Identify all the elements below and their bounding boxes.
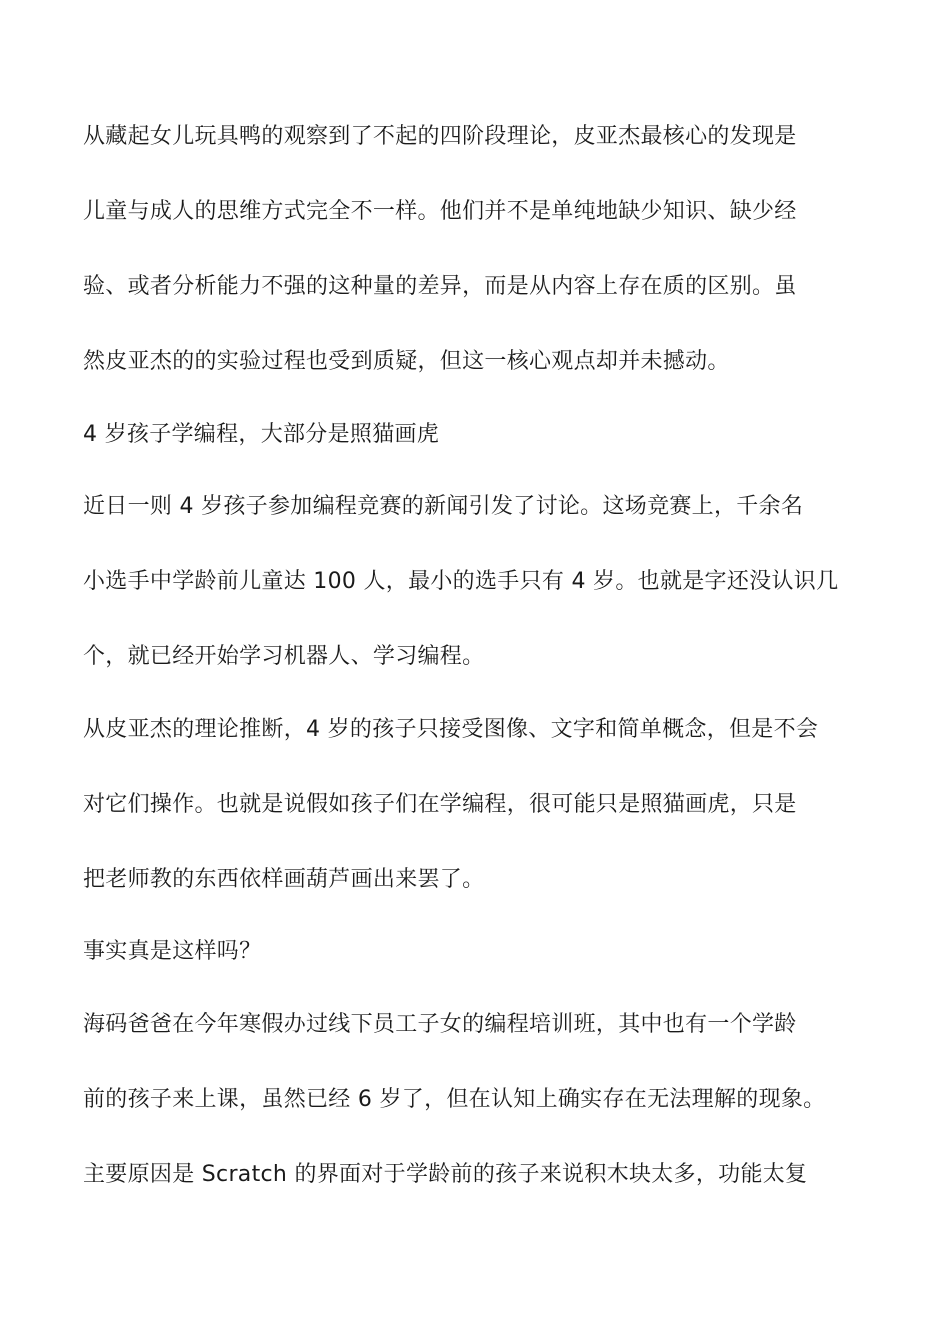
paragraph-1-line-1: 从藏起女儿玩具鸭的观察到了不起的四阶段理论，皮亚杰最核心的发现是 — [83, 124, 797, 149]
paragraph-2-line-3: 个，就已经开始学习机器人、学习编程。 — [83, 644, 485, 669]
paragraph-3-line-1: 从皮亚杰的理论推断，4 岁的孩子只接受图像、文字和简单概念，但是不会 — [83, 717, 819, 742]
paragraph-4-line-2: 前的孩子来上课，虽然已经 6 岁了，但在认知上确实存在无法理解的现象。 — [83, 1087, 826, 1112]
paragraph-1-line-2: 儿童与成人的思维方式完全不一样。他们并不是单纯地缺少知识、缺少经 — [83, 199, 797, 224]
paragraph-2-line-1: 近日一则 4 岁孩子参加编程竞赛的新闻引发了讨论。这场竞赛上，千余名 — [83, 494, 804, 519]
paragraph-1-line-4: 然皮亚杰的的实验过程也受到质疑，但这一核心观点却并未撼动。 — [83, 349, 730, 374]
paragraph-3-line-2: 对它们操作。也就是说假如孩子们在学编程，很可能只是照猫画虎，只是 — [83, 792, 797, 817]
paragraph-3-line-3: 把老师教的东西依样画葫芦画出来罢了。 — [83, 867, 485, 892]
paragraph-4-line-3: 主要原因是 Scratch 的界面对于学龄前的孩子来说积木块太多，功能太复 — [83, 1162, 808, 1187]
section-heading: 4 岁孩子学编程，大部分是照猫画虎 — [83, 422, 440, 447]
paragraph-4-line-1: 海码爸爸在今年寒假办过线下员工子女的编程培训班，其中也有一个学龄 — [83, 1012, 797, 1037]
question-line: 事实真是这样吗？ — [83, 939, 262, 964]
paragraph-2-line-2: 小选手中学龄前儿童达 100 人，最小的选手只有 4 岁。也就是字还没认识几 — [83, 569, 839, 594]
paragraph-1-line-3: 验、或者分析能力不强的这种量的差异，而是从内容上存在质的区别。虽 — [83, 274, 797, 299]
